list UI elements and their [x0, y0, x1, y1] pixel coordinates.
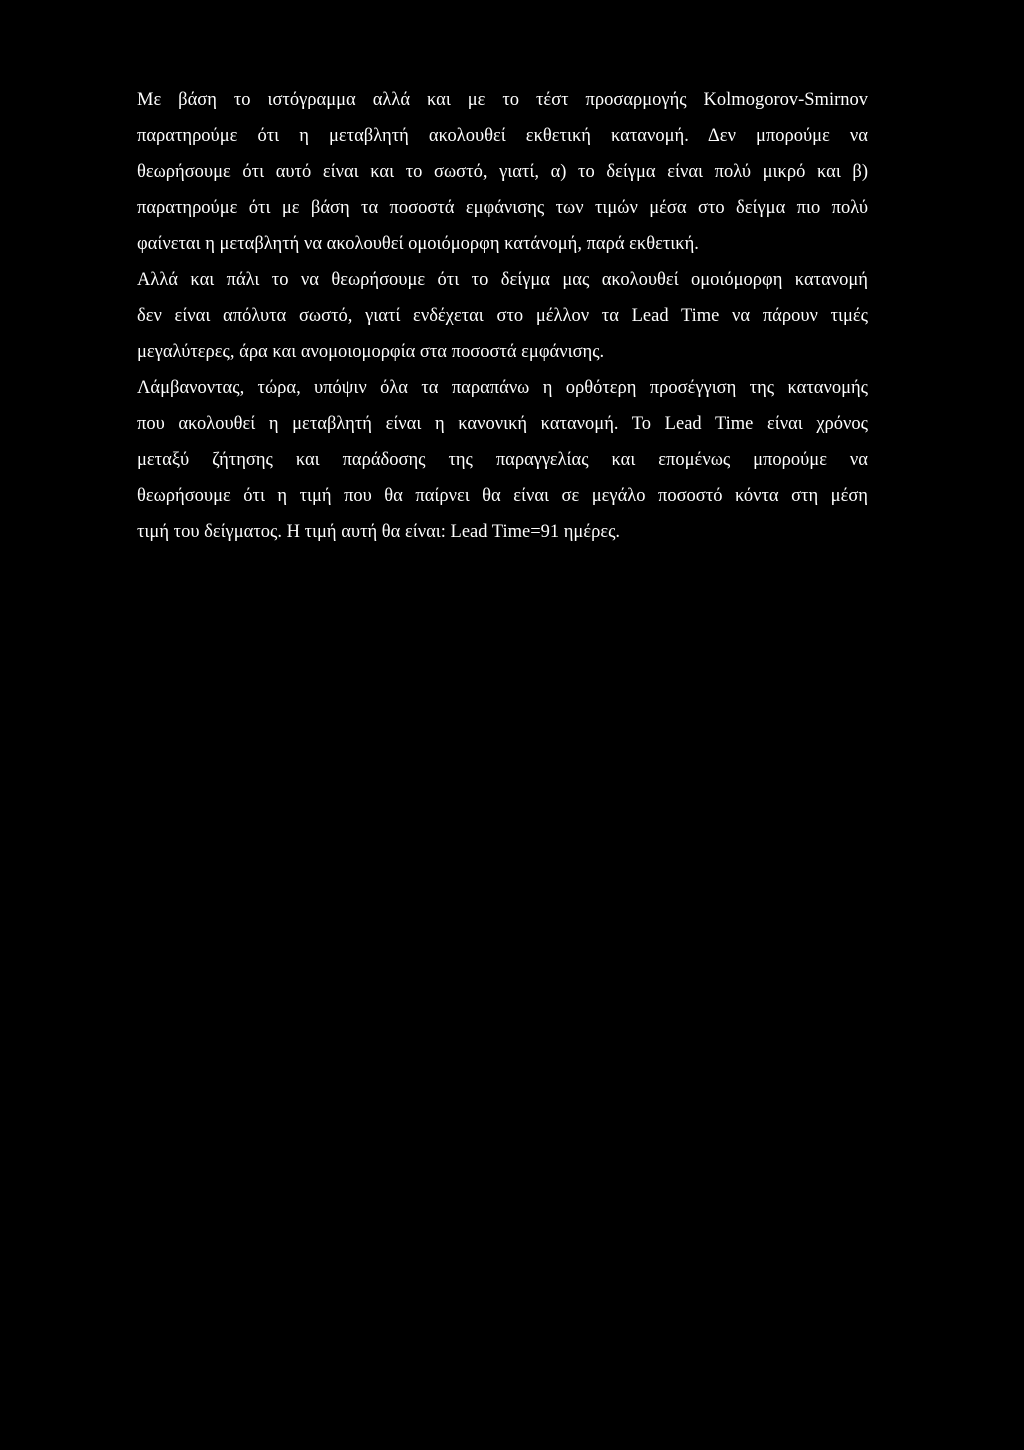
- text-line: μεταξύ ζήτησης και παράδοσης της παραγγελίας και επομένως μπορούμε να: [137, 450, 868, 470]
- paragraph-uniform-distribution: [137, 262, 868, 370]
- text-line: που ακολουθεί η μεταβλητή είναι η κανονική κατανομή. Το Lead Time είναι χρόνος: [137, 414, 868, 434]
- text-line: παρατηρούμε ότι με βάση τα ποσοστά εμφάνισης των τιμών μέσα στο δείγμα πιο πολύ: [137, 198, 868, 218]
- body-text: [137, 82, 868, 550]
- text-line: Αλλά και πάλι το να θεωρήσουμε ότι το δείγμα μας ακολουθεί ομοιόμορφη κατανομή: [137, 270, 868, 290]
- paragraph-normal-distribution: [137, 370, 868, 550]
- text-line: δεν είναι απόλυτα σωστό, γιατί ενδέχεται στο μέλλον τα Lead Time να πάρουν τιμές: [137, 306, 868, 326]
- text-line: τιμή του δείγματος. Η τιμή αυτή θα είναι: Lead Time=91 ημέρες.: [137, 522, 621, 542]
- text-line: μεγαλύτερες, άρα και ανομοιομορφία στα ποσοστά εμφάνισης.: [137, 342, 605, 362]
- text-line: θεωρήσουμε ότι η τιμή που θα παίρνει θα είναι σε μεγάλο ποσοστό κόντα στη μέση: [137, 486, 868, 506]
- text-line: Λάμβανοντας, τώρα, υπόψιν όλα τα παραπάνω η ορθότερη προσέγγιση της κατανομής: [137, 378, 868, 398]
- paragraph-kolmogorov-test: [137, 82, 868, 262]
- text-line: Με βάση το ιστόγραμμα αλλά και με το τέστ προσαρμογής Kolmogorov-Smirnov: [137, 90, 868, 110]
- text-line: παρατηρούμε ότι η μεταβλητή ακολουθεί εκθετική κατανομή. Δεν μπορούμε να: [137, 126, 868, 146]
- text-line: φαίνεται η μεταβλητή να ακολουθεί ομοιόμορφη κατάνομή, παρά εκθετική.: [137, 234, 699, 254]
- text-line: θεωρήσουμε ότι αυτό είναι και το σωστό, γιατί, α) το δείγμα είναι πολύ μικρό και β): [137, 162, 868, 182]
